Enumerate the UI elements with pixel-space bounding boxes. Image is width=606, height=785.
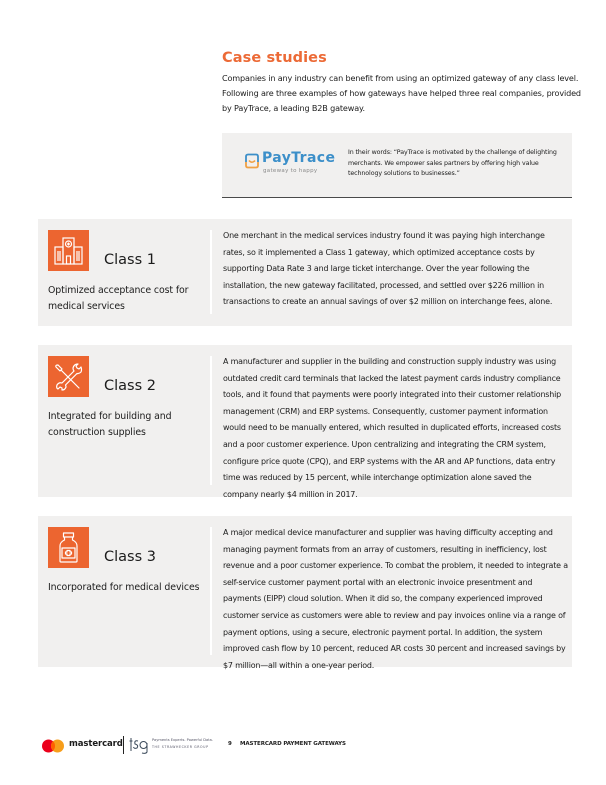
case-subtitle: Optimized acceptance cost for medical services bbox=[48, 285, 189, 312]
column-divider bbox=[210, 230, 212, 314]
case-title: Class 2 bbox=[104, 378, 156, 394]
case-body: A manufacturer and supplier in the building and construction supply industry was using outdated credit card terminals that lacked the latest payment cards industry compliance tools, and it found that payments were poorly integrated into their customer relationship management (CRM) and ERP systems. Consequently, customer payment information would need to be manually entered, which resulted in duplicated efforts, increased costs and a poor customer experience. Upon centralizing and integrating the CRM system, configure price quote (CPQ), and ERP systems with the AR and AP functions, data entry time was reduced by 15 percent, while interchange optimization alone saved the company nearly $4 million in 2017. bbox=[223, 357, 561, 499]
case-title: Class 3 bbox=[104, 549, 156, 565]
partner-tagline: Payments Experts. Powerful Data. bbox=[152, 738, 213, 742]
case-title: Class 1 bbox=[104, 252, 156, 268]
paytrace-smile-icon bbox=[244, 153, 260, 169]
column-divider bbox=[210, 527, 212, 655]
partner-name: THE STRAWHECKER GROUP bbox=[152, 745, 209, 749]
hospital-icon bbox=[48, 230, 89, 271]
page-number: 9 bbox=[228, 741, 232, 747]
paytrace-logo bbox=[244, 150, 334, 180]
case-study-class-3 bbox=[38, 516, 572, 670]
paytrace-wordmark: PayTrace bbox=[262, 150, 336, 166]
case-study-class-2 bbox=[38, 345, 572, 497]
medicine-bottle-icon bbox=[48, 527, 89, 568]
case-body: A major medical device manufacturer and supplier was having difficulty accepting and managing payment formats from an array of customers, resulting in inefficiency, lost revenue and a poor customer experience. To combat the problem, it needed to integrate a self-service customer payment portal with an electronic invoice presentment and payments (EIPP) cloud solution. When it did so, the company experienced improved customer service as customers were able to review and pay invoices online via a range of payment options, using a secure, electronic payment portal. In addition, the system improved cash flow by 10 percent, reduced AR costs 30 percent and increased savings by $7 million—all within a one-year period. bbox=[223, 528, 568, 670]
case-subtitle: Incorporated for medical devices bbox=[48, 582, 200, 593]
strawhecker-group-logo-icon bbox=[129, 736, 149, 754]
footer-separator bbox=[123, 736, 124, 754]
mastercard-logo-icon bbox=[40, 739, 66, 753]
paytrace-quote-box bbox=[222, 133, 572, 198]
paytrace-quote: In their words: “PayTrace is motivated by the challenge of delighting merchants. We empower sales partners by offering high value technology solutions to businesses.” bbox=[348, 149, 557, 177]
page-title: Case studies bbox=[222, 50, 327, 66]
case-study-class-1 bbox=[38, 219, 572, 326]
tools-icon bbox=[48, 356, 89, 397]
column-divider bbox=[210, 356, 212, 485]
case-subtitle: Integrated for building and construction supplies bbox=[48, 411, 172, 438]
mastercard-wordmark: mastercard bbox=[69, 739, 123, 749]
page-footer bbox=[40, 735, 560, 755]
paytrace-tagline: gateway to happy bbox=[263, 168, 318, 174]
intro-paragraph: Companies in any industry can benefit from using an optimized gateway of any class level. Following are three examples of how gateways have helped three real companies, provided by PayTrace, a leading B2B gateway. bbox=[222, 73, 581, 113]
intro-section bbox=[222, 50, 582, 116]
case-body: One merchant in the medical services industry found it was paying high interchange rates, so it implemented a Class 1 gateway, which optimized acceptance costs by supporting Data Rate 3 and large ticket interchange. Over the year following the installation, the new gateway facilitated, processed, and settled over $226 million in transactions to create an annual savings of over $2 million on interchange fees, alone. bbox=[223, 231, 553, 307]
document-title: MASTERCARD PAYMENT GATEWAYS bbox=[240, 741, 346, 747]
